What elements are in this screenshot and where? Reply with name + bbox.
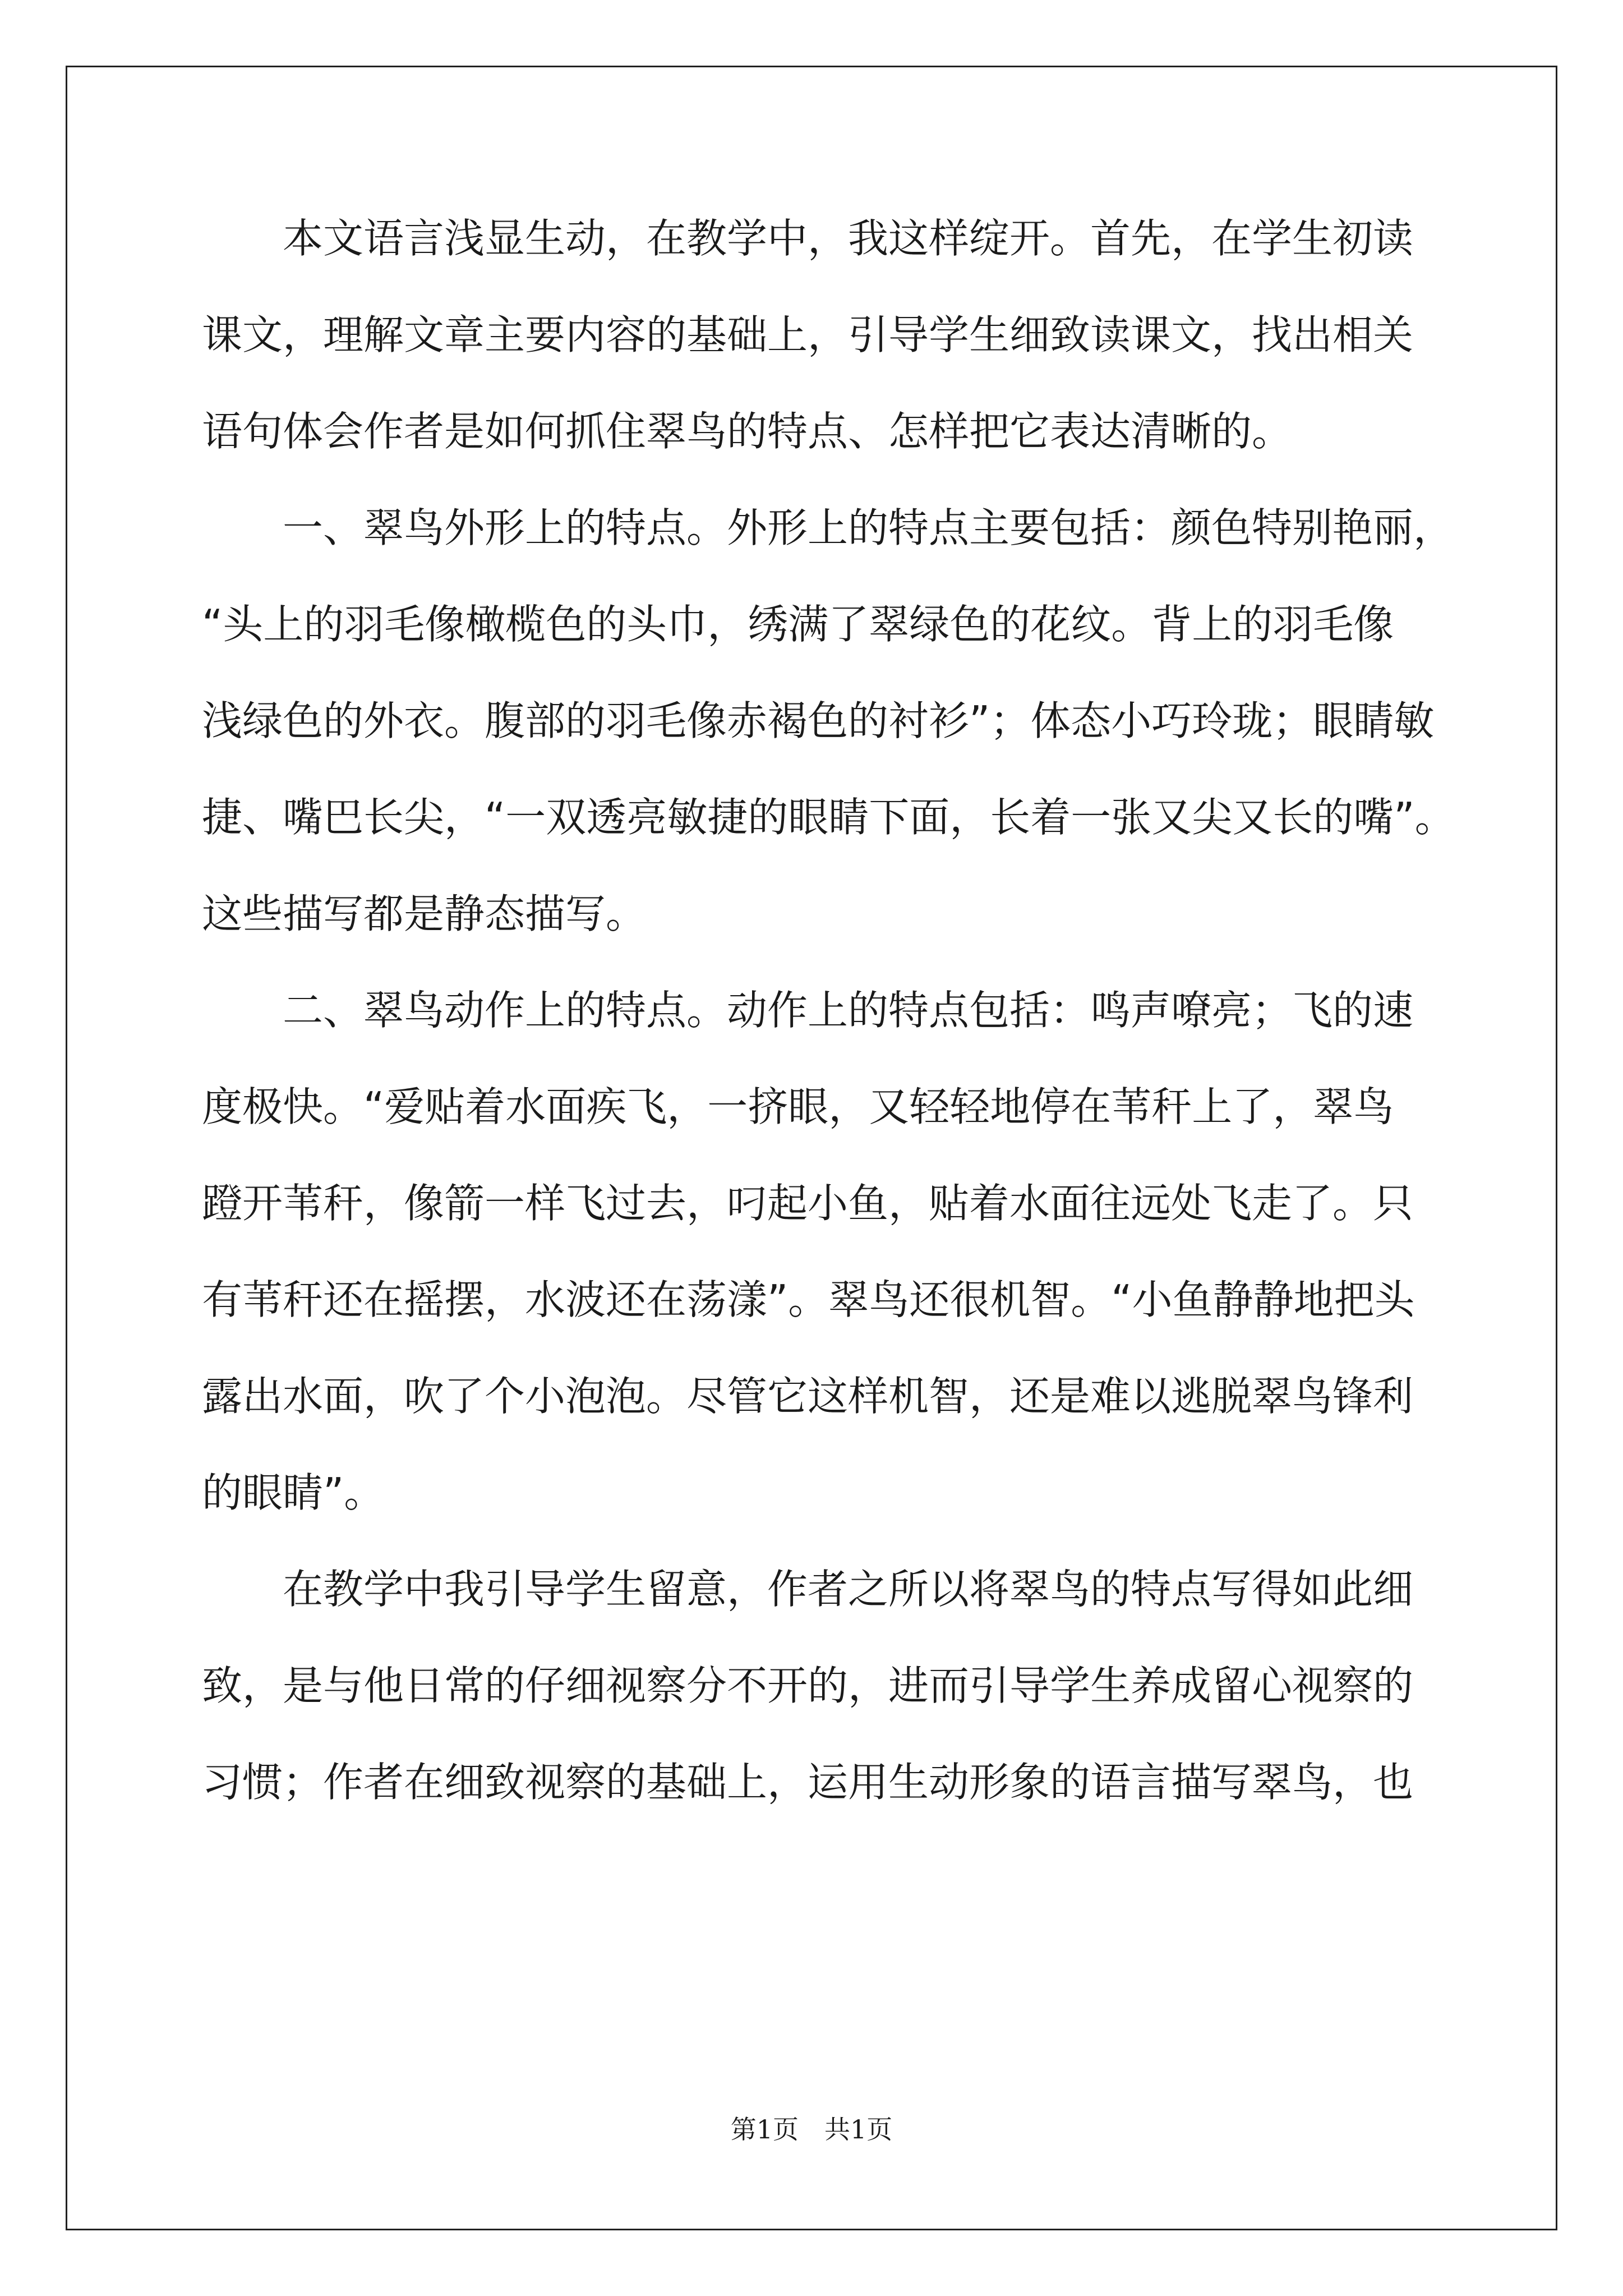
text-line: 本文语言浅显生动，在教学中，我这样绽开。首先，在学生初读 (202, 215, 1414, 262)
text-line: 度极快。“爱贴着水面疾飞，一挤眼，又轻轻地停在苇秆上了，翠鸟 (202, 1083, 1394, 1130)
text-line: 露出水面，吹了个小泡泡。尽管它这样机智，还是难以逃脱翠鸟锋利 (202, 1373, 1414, 1420)
text-line: 捷、嘴巴长尖，“一双透亮敏捷的眼睛下面，长着一张又尖又长的嘴”。 (202, 794, 1455, 841)
text-line: 课文，理解文章主要内容的基础上，引导学生细致读课文，找出相关 (202, 311, 1414, 358)
text-line: 二、翠鸟动作上的特点。动作上的特点包括：鸣声嘹亮；飞的速 (202, 987, 1414, 1034)
page-border (66, 66, 1557, 2230)
text-line: 蹬开苇秆，像箭一样飞过去，叼起小鱼，贴着水面往远处飞走了。只 (202, 1180, 1414, 1227)
text-line: 浅绿色的外衣。腹部的羽毛像赤褐色的衬衫”；体态小巧玲珑；眼睛敏 (202, 697, 1435, 744)
text-line: 一、翠鸟外形上的特点。外形上的特点主要包括：颜色特别艳丽， (202, 504, 1454, 551)
page-number: 第1页 共1页 (730, 2114, 893, 2145)
text-line: 语句体会作者是如何抓住翠鸟的特点、怎样把它表达清晰的。 (202, 408, 1293, 455)
text-line: 致，是与他日常的仔细视察分不开的，进而引导学生养成留心视察的 (202, 1662, 1414, 1709)
text-line: 在教学中我引导学生留意，作者之所以将翠鸟的特点写得如此细 (202, 1566, 1414, 1613)
text-line: 有苇秆还在摇摆，水波还在荡漾”。翠鸟还很机智。“小鱼静静地把头 (202, 1276, 1415, 1323)
text-line: 这些描写都是静态描写。 (202, 890, 647, 937)
text-line: 习惯；作者在细致视察的基础上，运用生动形象的语言描写翠鸟，也 (202, 1759, 1414, 1806)
text-line: “头上的羽毛像橄榄色的头巾，绣满了翠绿色的花纹。背上的羽毛像 (202, 601, 1394, 648)
text-line: 的眼睛”。 (202, 1469, 385, 1516)
